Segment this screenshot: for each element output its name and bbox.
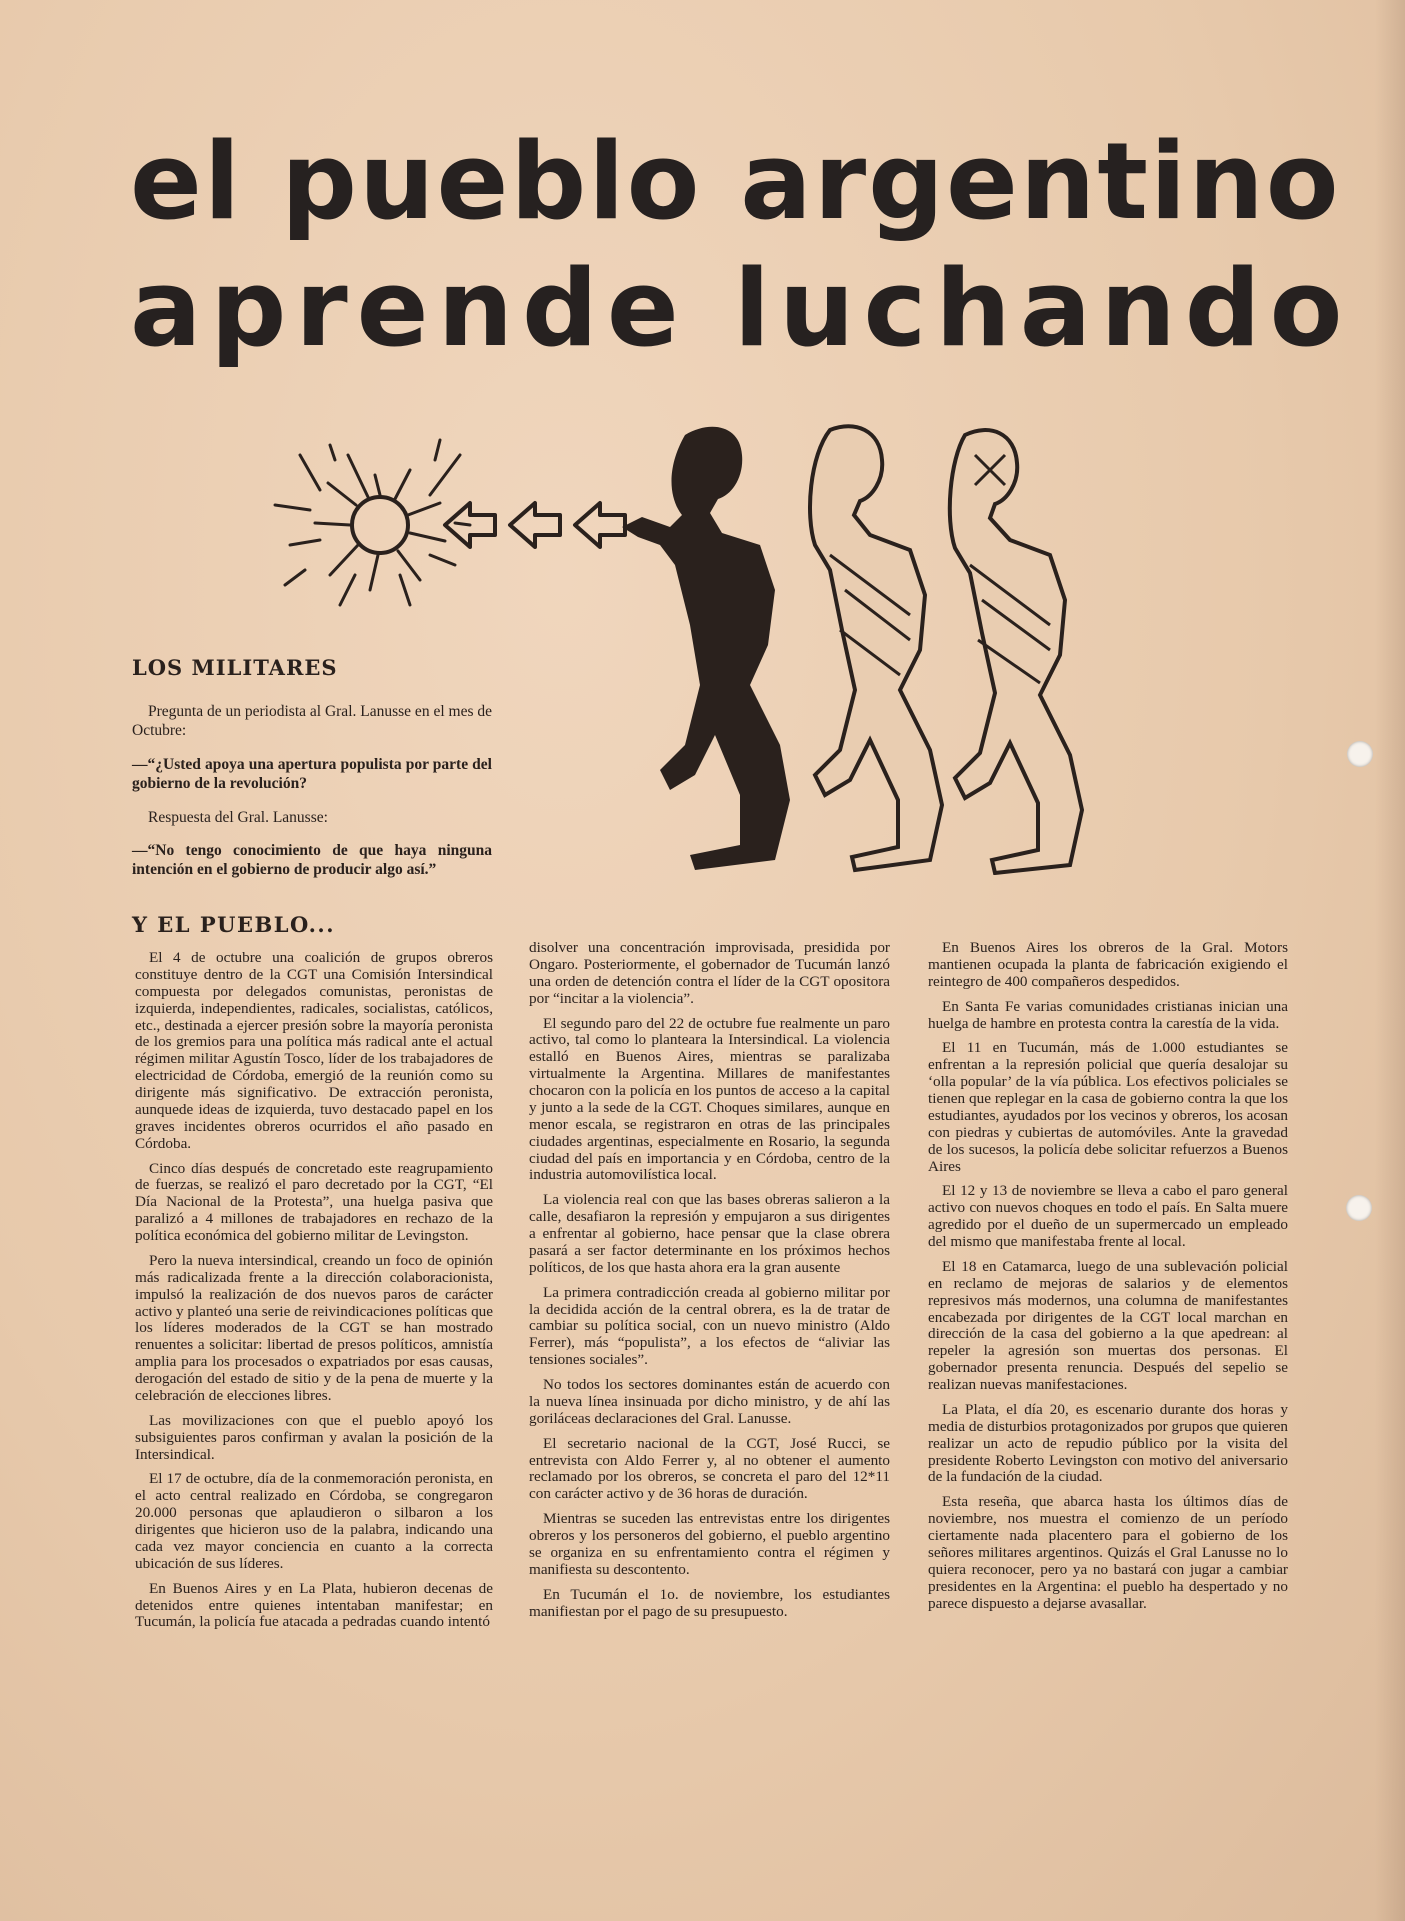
los-militares-box [132,655,492,894]
figure-middle-icon [810,426,942,870]
militares-question: —“¿Usted apoya una apertura populista por parte del gobierno de la revolución? [132,755,492,793]
paragraph: En Tucumán el 1o. de noviembre, los estudiantes manifiestan por el pago de su presupuesto. [529,1585,890,1620]
paragraph: El 11 en Tucumán, más de 1.000 estudiantes se enfrentan a la represión policial que quería desalojar su ‘olla popular’ de la vía pública. Los efectivos policiales se tienen que replegar en la casa de gobierno contra la que los estudiantes, ayudados por los vecinos y obreros, los acosan con piedras y cubiertas de automóviles. Ante la gravedad de los sucesos, la policía debe solicitar refuerzos a Buenos Aires [928,1039,1288,1175]
figure-solid-icon [622,427,790,870]
paragraph: No todos los sectores dominantes están de acuerdo con la nueva línea insinuada por dicho ministro, y de ahí las goriláceas declaraciones del Gral. Lanusse. [529,1376,890,1427]
figure-rear-icon [950,430,1082,873]
paragraph: El segundo paro del 22 de octubre fue realmente un paro activo, tal como lo planteara la Intersindical. La violencia estalló en Buenos Aires, mientras se paralizaba virtualmente la Argentina. Millares de manifestantes chocaron con la policía en los puntos de acceso a la capital y junto a la sede de la CGT. Choques similares, aunque en menor escala, se registraron en otras de las principales ciudades argentinas, especialmente en Rosario, la segunda ciudad del país en importancia y en Córdoba, centro de la industria automovilística local. [529,1014,890,1184]
paragraph: El 4 de octubre una coalición de grupos obreros constituye dentro de la CGT una Comisión Intersindical compuesta por delegados comunistas, peronistas de izquierda, independientes, radicales, socialistas, católicos, etc., destinada a ejercer presión sobre la mayoría peronista de los gremios para una política más radical ante el actual régimen militar Agustín Tosco, líder de los trabajadores de electricidad de Córdoba, emergió de la reunión como su dirigente más significativo. De extracción peronista, aunquede ideas de izquierda, tuvo destacado papel en los graves incidentes obreros ocurridos el año pasado en Córdoba. [135,949,493,1152]
paragraph: La Plata, el día 20, es escenario durante dos horas y media de disturbios protagonizados por grupos que quieren realizar un acto de repudio público por la visita del presidente Roberto Levingston con motivo del aniversario de la fundación de la ciudad. [928,1400,1288,1486]
paragraph: La violencia real con que las bases obreras salieron a la calle, desafiaron la represión y empujaron a sus dirigentes a enfrentar al gobierno, hace pensar que la clase obrera pasará a ser factor determinante en los próximos hechos políticos, de los que hasta ahora era la gran ausente [529,1191,890,1276]
headline-line-2: aprende luchando [130,247,1352,371]
militares-question-intro: Pregunta de un periodista al Gral. Lanusse en el mes de Octubre: [132,703,492,740]
paragraph: El secretario nacional de la CGT, José Rucci, se entrevista con Aldo Ferrer y, al no obtener el aumento reclamado por los obreros, se concreta el paro del 12*11 con carácter activo y de 36 horas de duración. [529,1434,890,1503]
militares-answer: —“No tengo conocimiento de que haya ninguna intención en el gobierno de producir algo así.” [132,841,492,879]
article-column-3 [928,940,1288,1620]
article-column-1 [135,950,493,1639]
arrow-icons [445,503,625,547]
paragraph: La primera contradicción creada al gobierno militar por la decidida acción de la central obrera, es la de tratar de cambiar su política social, con un nuevo ministro (Aldo Ferrer), más “populista”, a los efectos de “aliviar las tensiones sociales”. [529,1283,890,1369]
binder-hole-bottom [1346,1195,1372,1221]
paper-edge-shadow [1375,0,1405,1921]
paragraph: El 17 de octubre, día de la conmemoración peronista, en el acto central realizado en Córdoba, se congregaron 20.000 personas que aplaudieron o silbaron a los dirigentes que hicieron uso de la palabra, indicando una cada vez mayor conciencia en cuanto a la correcta ubicación de sus líderes. [135,1470,493,1572]
paragraph: Esta reseña, que abarca hasta los últimos días de noviembre, nos muestra el comienzo de un período ciertamente nada placentero para el gobierno de los señores militares argentinos. Quizás el Gral Lanusse no lo quiera reconocer, pero ya no bastará con jugar a cambiar presidentes en la Argentina: el pueblo ha despertado y no parece dispuesto a dejarse avasallar. [928,1493,1288,1612]
paragraph: Las movilizaciones con que el pueblo apoyó los subsiguientes paros confirman y avalan la posición de la Intersindical. [135,1411,493,1463]
paragraph: Mientras se suceden las entrevistas entre los dirigentes obreros y los personeros del gobierno, el pueblo argentino se organiza en su enfrentamiento contra el régimen y manifiesta su descontento. [529,1510,890,1578]
explosion-icon [275,440,470,605]
los-militares-title: LOS MILITARES [132,655,338,680]
article-column-2 [529,940,890,1628]
binder-hole-top [1347,741,1373,767]
headline [130,118,1352,372]
paragraph: En Buenos Aires y en La Plata, hubieron decenas de detenidos entre quienes intentaban manifestar; en Tucumán, la policía fue atacada a pedradas cuando intentó [135,1579,493,1631]
paragraph: disolver una concentración improvisada, presidida por Ongaro. Posteriormente, el gobernador de Tucumán lanzó una orden de detención contra el líder de la CGT opositora por “incitar a la violencia”. [529,939,890,1007]
militares-answer-intro: Respuesta del Gral. Lanusse: [148,808,328,826]
paragraph: Cinco días después de concretado este reagrupamiento de fuerzas, se realizó el paro decretado por la CGT, “El Día Nacional de la Protesta”, una huelga pasiva que paralizó a 4 millones de trabajadores en rechazo de la política económica del gobierno militar de Levingston. [135,1159,493,1244]
headline-line-1: el pueblo argentino [130,120,1341,243]
paragraph: El 12 y 13 de noviembre se lleva a cabo el paro general activo con nuevos choques en todo el país. En Salta muere agredido por el dueño de un supermercado un empleado del mismo que manifestaba frente al local. [928,1182,1288,1250]
paragraph: Pero la nueva intersindical, creando un foco de opinión más radicalizada frente a la dirección colaboracionista, impulsó la realización de dos nuevos paros de carácter activo y planteó una serie de reivindicaciones políticas que los líderes moderados de la CGT se han mostrado renuentes a solicitar: libertad de presos políticos, amnistía amplia para los procesados o expatriados por esas causas, derogación del estado de sitio y de la pena de muerte y la celebración de elecciones libres. [135,1251,493,1404]
paragraph: En Santa Fe varias comunidades cristianas inician una huelga de hambre en protesta contra la carestía de la vida. [928,997,1288,1032]
paragraph: El 18 en Catamarca, luego de una sublevación policial en reclamo de mejoras de salarios y de elementos represivos más modernos, una columna de manifestantes encabezada por dirigentes de la CGT local marchan en dirección de la casa del gobierno a la que apedrean: al repeler la agresión son muertas dos personas. El gobernador presenta renuncia. Después del sepelio se realizan nuevas manifestaciones. [928,1257,1288,1393]
y-el-pueblo-title: Y EL PUEBLO... [132,912,336,937]
paragraph: En Buenos Aires los obreros de la Gral. Motors mantienen ocupada la planta de fabricación exigiendo el reintegro de 400 compañeros despedidos. [928,939,1288,990]
